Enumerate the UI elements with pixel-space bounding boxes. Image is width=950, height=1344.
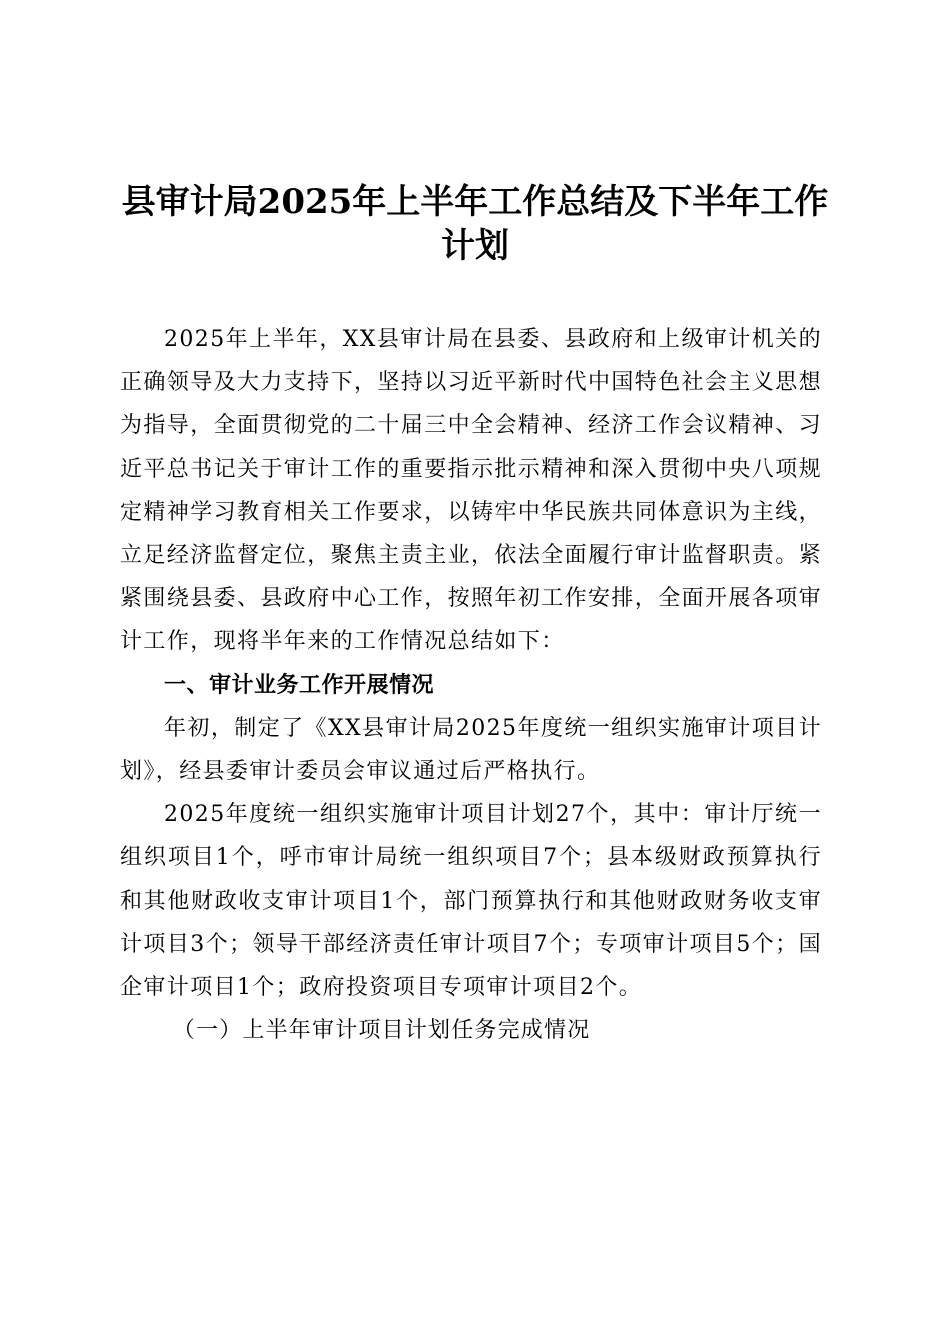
plan-detail-paragraph: 2025年度统一组织实施审计项目计划27个，其中：审计厅统一组织项目1个，呼市审计局统一组织项目7个；县本级财政预算执行和其他财政收支审计项目1个，部门预算执行和其他财政财务收支审计项目3个；领导干部经济责任审计项目7个；专项审计项目5个；国企审计项目1个；政府投资项目专项审计项目2个。 [120, 802, 822, 1001]
intro-paragraph: 2025年上半年，XX县审计局在县委、县政府和上级审计机关的正确领导及大力支持下，坚持以习近平新时代中国特色社会主义思想为指导，全面贯彻党的二十届三中全会精神、经济工作会议精神、习近平总书记关于审计工作的重要指示批示精神和深入贯彻中央八项规定精神学习教育相关工作要求，以铸牢中华民族共同体意识为主线，立足经济监督定位，聚焦主责主业，依法全面履行审计监督职责。紧紧围绕县委、县政府中心工作，按照年初工作安排，全面开展各项审计工作，现将半年来的工作情况总结如下： [120, 327, 823, 655]
plan-intro-paragraph: 年初，制定了《XX县审计局2025年度统一组织实施审计项目计划》，经县委审计委员会审议通过后严格执行。 [120, 715, 822, 785]
section-heading: 一、审计业务工作开展情况 [164, 672, 435, 698]
document-body [120, 318, 822, 1052]
document-title: 县审计局2025年上半年工作总结及下半年工作计划 [121, 182, 829, 266]
subsection-heading: （一）上半年审计项目计划任务完成情况 [172, 1018, 591, 1044]
